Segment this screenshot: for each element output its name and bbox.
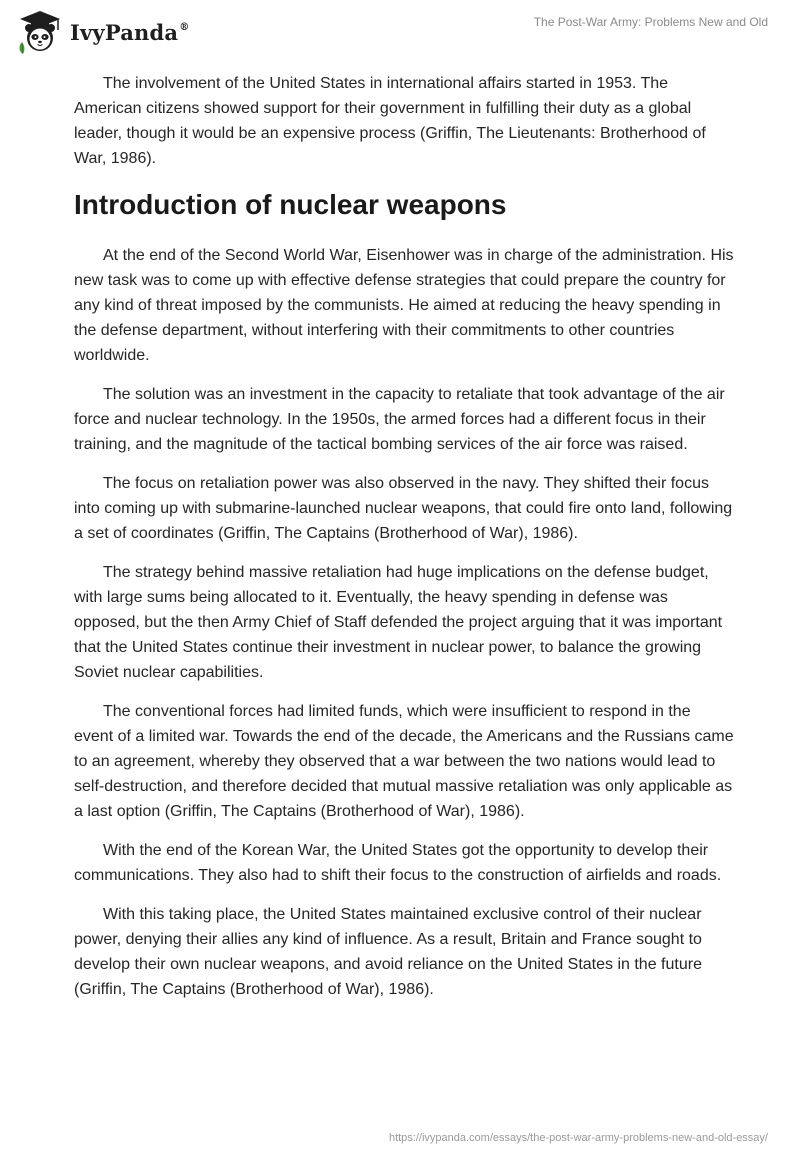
logo-wordmark: IvyPanda®	[70, 19, 190, 45]
body-paragraph: The solution was an investment in the capacity to retaliate that took advantage of the air force and nuclear technology. In the 1950s, the armed forces had a different focus in their training, and the magnitude of the tactical bombing services of the air force was raised.	[74, 386, 725, 453]
source-url[interactable]: https://ivypanda.com/essays/the-post-war-army-problems-new-and-old-essay/	[388, 1132, 768, 1144]
body-paragraph: The strategy behind massive retaliation had huge implications on the defense budget, with large sums being allocated to it. Eventually, the heavy spending in defense was opposed, but the then Army Chief of Staff defended the project arguing that it was important that the United States continue their investment in nuclear power, to balance the growing Soviet nuclear capabilities.	[74, 564, 723, 681]
section-heading: Introduction of nuclear weapons	[74, 189, 507, 220]
panda-graduate-icon	[14, 8, 66, 56]
body-paragraph: With the end of the Korean War, the United States got the opportunity to develop their communications. They also had to shift their focus to the construction of airfields and roads.	[74, 842, 722, 884]
body-paragraph: The focus on retaliation power was also observed in the navy. They shifted their focus into coming up with submarine-launched nuclear weapons, that could fire onto land, following a set of coordinates (Griffin, The Captains (Brotherhood of War), 1986).	[74, 475, 733, 542]
body-paragraph: With this taking place, the United States maintained exclusive control of their nuclear power, denying their allies any kind of influence. As a result, Britain and France sought to develop their own nuclear weapons, and avoid reliance on the United States in the future (Griffin, The Captains (Brotherhood of War), 1986).	[74, 906, 702, 998]
page-header	[0, 0, 800, 60]
ivypanda-logo[interactable]	[14, 8, 189, 56]
body-paragraph: The conventional forces had limited funds, which were insufficient to respond in the event of a limited war. Towards the end of the decade, the Americans and the Russians came to an agreement, whereby they observed that a war between the two nations would lead to self-destruction, and therefore decided that mutual massive retaliation was only applicable as a last option (Griffin, The Captains (Brotherhood of War), 1986).	[74, 703, 734, 820]
document-title: The Post-War Army: Problems New and Old	[533, 15, 768, 29]
intro-paragraph: The involvement of the United States in international affairs started in 1953. The American citizens showed support for their government in fulfilling their duty as a global leader, though it would be an expensive process (Griffin, The Lieutenants: Brotherhood of War, 1986).	[74, 75, 706, 167]
body-paragraph: At the end of the Second World War, Eisenhower was in charge of the administration. His new task was to come up with effective defense strategies that could prepare the country for any kind of threat imposed by the communists. He aimed at reducing the heavy spending in the defense department, without interfering with their commitments to other countries worldwide.	[74, 247, 734, 364]
essay-content	[74, 71, 734, 1016]
